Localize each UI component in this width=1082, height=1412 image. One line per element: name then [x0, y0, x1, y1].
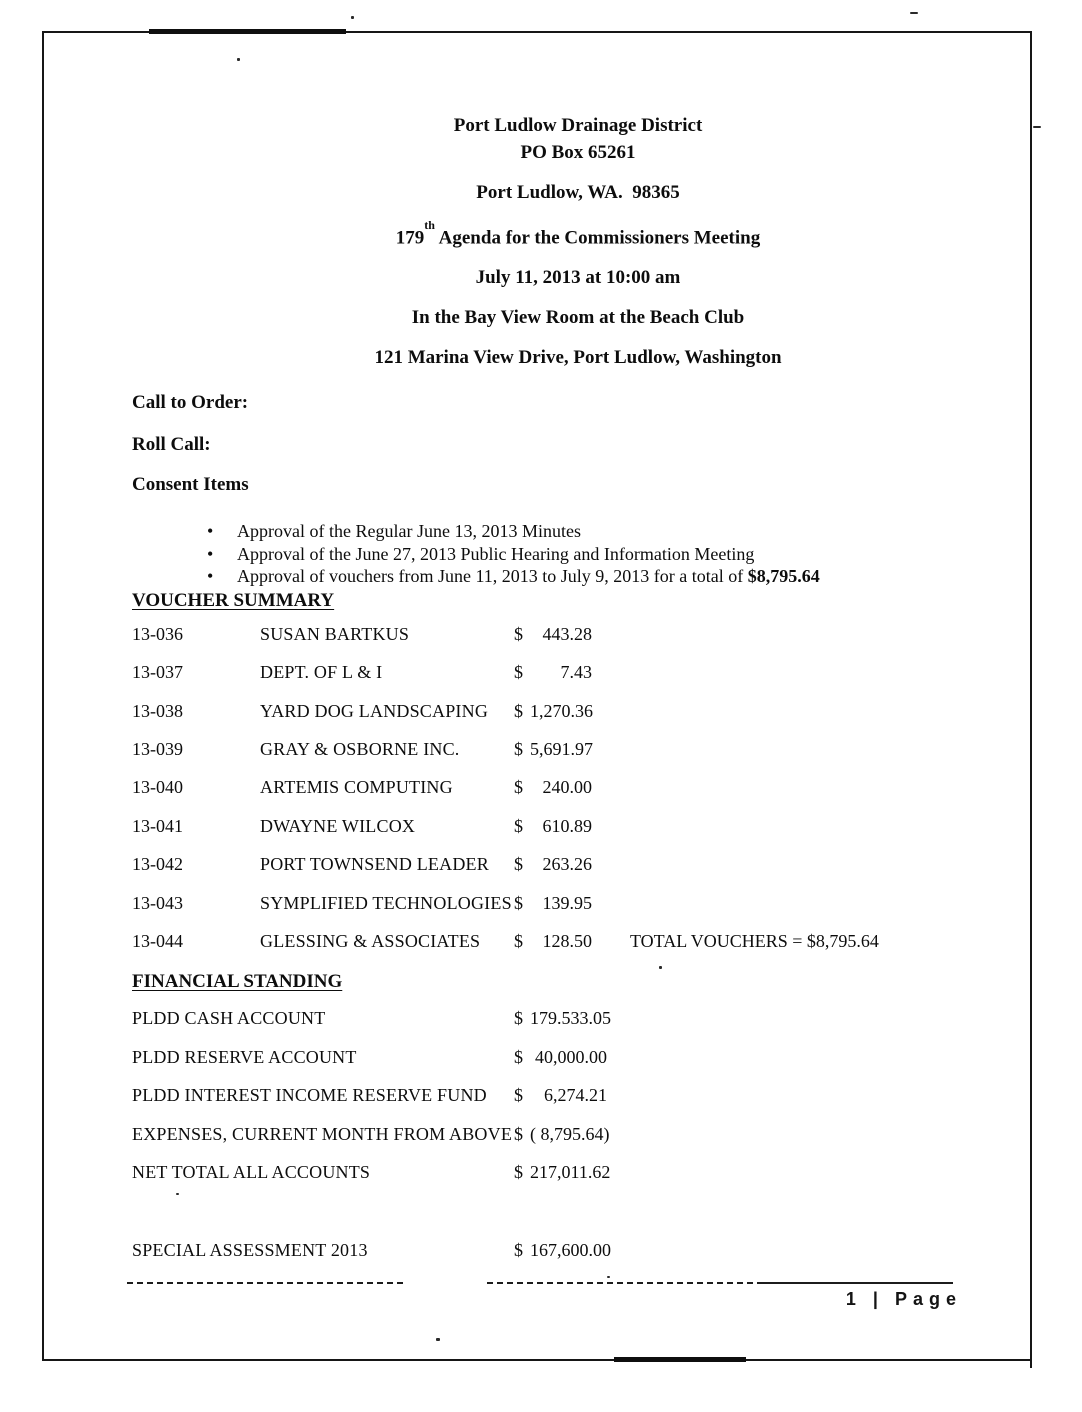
financial-standing-title: FINANCIAL STANDING — [132, 971, 343, 993]
list-item — [207, 543, 1024, 566]
voucher-table — [132, 623, 1024, 969]
voucher-payee: GRAY & OSBORNE INC. — [260, 739, 460, 759]
consent-items-list — [132, 520, 1024, 588]
table-row — [132, 1046, 1024, 1084]
account-label: NET TOTAL ALL ACCOUNTS — [132, 1161, 371, 1182]
voucher-summary-title: VOUCHER SUMMARY — [132, 589, 335, 611]
account-label: PLDD CASH ACCOUNT — [132, 1008, 326, 1029]
scan-speck — [910, 12, 918, 14]
currency-symbol: $ — [514, 700, 523, 721]
voucher-amount: 610.89 — [542, 815, 592, 836]
financial-table — [132, 1007, 1024, 1265]
voucher-payee: DWAYNE WILCOX — [260, 815, 416, 836]
currency-symbol: $ — [514, 1240, 523, 1261]
account-label: PLDD INTEREST INCOME RESERVE FUND — [132, 1085, 487, 1106]
voucher-id: 13-039 — [132, 739, 183, 759]
scan-speck — [1033, 126, 1041, 128]
scan-speck — [659, 966, 662, 969]
agenda-number: 179 — [395, 227, 425, 249]
page-number: 1 | Page — [845, 1289, 962, 1309]
footer-divider-left — [127, 1282, 403, 1284]
account-label: EXPENSES, CURRENT MONTH FROM ABOVE — [132, 1123, 513, 1144]
meeting-address: 121 Marina View Drive, Port Ludlow, Washington — [374, 347, 782, 369]
list-item — [207, 520, 1024, 543]
currency-symbol: $ — [514, 662, 523, 683]
account-label: SPECIAL ASSESSMENT 2013 — [132, 1240, 368, 1261]
voucher-id: 13-040 — [132, 777, 183, 798]
table-row — [132, 853, 1024, 891]
voucher-payee: SUSAN BARTKUS — [260, 623, 410, 644]
voucher-amount: 443.28 — [542, 623, 592, 644]
voucher-payee: SYMPLIFIED TECHNOLOGIES — [260, 892, 512, 913]
consent-item-text: Approval of the Regular June 13, 2013 Minutes — [237, 521, 581, 542]
currency-symbol: $ — [514, 1046, 523, 1067]
meeting-title — [132, 219, 1024, 251]
table-row — [132, 1123, 1024, 1161]
voucher-id: 13-043 — [132, 892, 183, 913]
special-assessment-row — [132, 1239, 1024, 1265]
table-row — [132, 738, 1024, 776]
table-row — [132, 815, 1024, 853]
voucher-id: 13-037 — [132, 662, 183, 683]
heading-roll-call: Roll Call: — [132, 434, 211, 456]
table-row — [132, 776, 1024, 814]
footer-divider-solid — [760, 1282, 953, 1284]
currency-symbol: $ — [514, 1008, 523, 1029]
currency-symbol: $ — [514, 739, 523, 759]
voucher-id: 13-038 — [132, 700, 183, 721]
table-row — [132, 700, 1024, 738]
table-row — [132, 1161, 1024, 1199]
agenda-title-rest: Agenda for the Commissioners Meeting — [434, 227, 761, 249]
currency-symbol: $ — [514, 930, 523, 951]
voucher-amount: 5,691.97 — [530, 739, 593, 759]
agenda-ordinal: th — [424, 218, 435, 232]
currency-symbol: $ — [514, 623, 523, 644]
document-content — [132, 33, 1024, 1265]
scan-artifact-bottom — [614, 1357, 746, 1362]
voucher-amount: 240.00 — [542, 777, 592, 798]
scan-artifact-corner — [1030, 1359, 1032, 1368]
total-vouchers-note: TOTAL VOUCHERS = $8,795.64 — [630, 930, 879, 951]
voucher-payee: PORT TOWNSEND LEADER — [260, 854, 489, 875]
scan-speck — [237, 58, 240, 61]
table-row — [132, 1007, 1024, 1045]
voucher-total-inline: $8,795.64 — [747, 566, 820, 587]
bullet-icon: • — [207, 543, 214, 564]
scan-speck — [607, 1276, 610, 1278]
account-amount: ( 8,795.64) — [530, 1123, 610, 1144]
currency-symbol: $ — [514, 1085, 523, 1106]
voucher-payee: ARTEMIS COMPUTING — [260, 777, 453, 798]
page-border-frame — [42, 31, 1032, 1361]
currency-symbol: $ — [514, 854, 523, 875]
bullet-icon: • — [207, 566, 214, 587]
consent-item-text: Approval of vouchers from June 11, 2013 to July 9, 2013 for a total of $8,795.64 — [237, 566, 820, 587]
account-amount: 217,011.62 — [530, 1161, 611, 1182]
consent-item-text: Approval of the June 27, 2013 Public Hearing and Information Meeting — [237, 543, 755, 564]
heading-consent-items: Consent Items — [132, 474, 249, 496]
voucher-id: 13-036 — [132, 623, 183, 644]
scan-speck — [436, 1338, 440, 1341]
voucher-id: 13-041 — [132, 815, 183, 836]
table-row — [132, 661, 1024, 699]
voucher-amount: 7.43 — [560, 662, 592, 683]
voucher-payee: DEPT. OF L & I — [260, 662, 383, 683]
voucher-amount: 263.26 — [542, 854, 592, 875]
currency-symbol: $ — [514, 892, 523, 913]
table-row — [132, 930, 1024, 968]
currency-symbol: $ — [514, 815, 523, 836]
city-state-zip: Port Ludlow, WA. 98365 — [476, 182, 680, 203]
scan-speck — [176, 1193, 179, 1195]
list-item — [207, 565, 1024, 588]
scan-speck — [351, 16, 354, 19]
account-label: PLDD RESERVE ACCOUNT — [132, 1046, 357, 1067]
voucher-amount: 1,270.36 — [530, 700, 593, 721]
voucher-amount: 128.50 — [542, 930, 592, 951]
heading-call-to-order: Call to Order: — [132, 392, 249, 414]
currency-symbol: $ — [514, 777, 523, 798]
meeting-datetime: July 11, 2013 at 10:00 am — [475, 267, 681, 289]
meeting-location: In the Bay View Room at the Beach Club — [411, 307, 745, 329]
account-amount: 167,600.00 — [530, 1240, 611, 1261]
table-row — [132, 1084, 1024, 1122]
account-amount: 40,000.00 — [535, 1046, 607, 1067]
org-name: Port Ludlow Drainage District — [453, 115, 703, 136]
po-box: PO Box 65261 — [520, 142, 636, 163]
table-row — [132, 892, 1024, 930]
currency-symbol: $ — [514, 1161, 523, 1182]
voucher-payee: YARD DOG LANDSCAPING — [260, 700, 489, 721]
voucher-id: 13-044 — [132, 930, 183, 951]
voucher-id: 13-042 — [132, 854, 183, 875]
document-header — [132, 33, 1024, 371]
bullet-icon: • — [207, 521, 214, 542]
table-row — [132, 623, 1024, 661]
account-amount: 6,274.21 — [544, 1085, 607, 1106]
voucher-amount: 139.95 — [542, 892, 592, 913]
voucher-payee: GLESSING & ASSOCIATES — [260, 930, 481, 951]
currency-symbol: $ — [514, 1123, 523, 1144]
account-amount: 179.533.05 — [530, 1008, 611, 1029]
